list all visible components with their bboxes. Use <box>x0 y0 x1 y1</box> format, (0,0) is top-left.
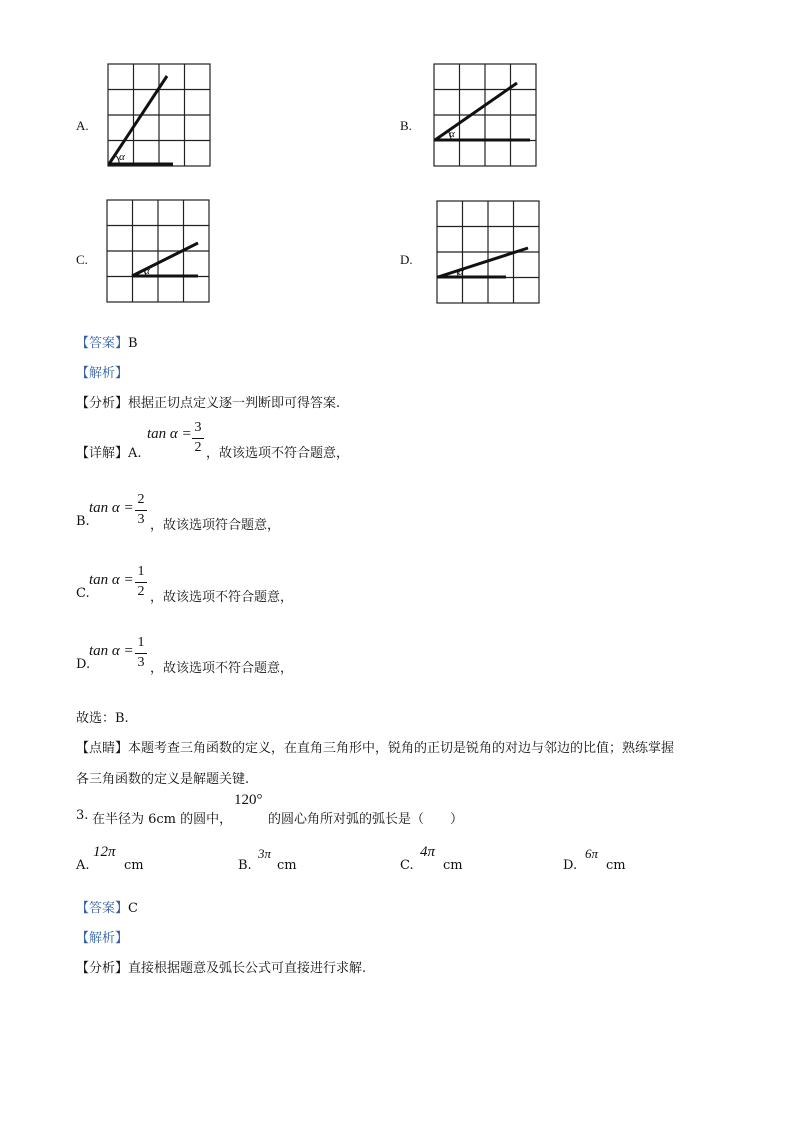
q3-choice-c-coef: 4π <box>420 844 436 860</box>
detail-c-denominator: 2 <box>137 584 145 599</box>
detail-d-label: D. <box>76 657 91 672</box>
fenxi3-line <box>76 957 366 976</box>
detail-c-label: C. <box>76 586 90 601</box>
option-c-grid-figure <box>106 199 210 303</box>
q3-text-after: 的圆心角所对弧的弧长是（ ） <box>268 812 464 827</box>
q3-choice-a-unit: cm <box>124 858 144 873</box>
option-a-label: A. <box>76 118 89 133</box>
q3-choice-c-unit: cm <box>443 858 463 873</box>
dianjing-tag: 【点睛】 <box>76 741 129 756</box>
detail-a-denominator: 2 <box>194 440 202 455</box>
detail-b-fraction-bar <box>135 510 147 511</box>
detail-d-lhs: tan α = <box>89 643 134 659</box>
q3-choice-d-unit: cm <box>606 858 626 873</box>
detail-c-fraction-bar <box>135 582 147 583</box>
q3-choice-c-label: C. <box>400 858 414 873</box>
detail-d-text: ，故该选项不符合题意， <box>150 661 294 676</box>
conclusion: 故选：B. <box>76 711 129 726</box>
detail-a-text: ，故该选项不符合题意， <box>206 446 350 461</box>
answer3-value: C <box>128 901 138 916</box>
analysis3-line <box>76 927 128 946</box>
detail-a-numerator: 3 <box>194 420 202 435</box>
detail-a-lhs: tan α = <box>147 426 192 442</box>
fenxi3-text: 直接根据题意及弧长公式可直接进行求解. <box>128 961 367 976</box>
detail-a-fraction-bar <box>192 438 204 439</box>
q3-choice-d-label: D. <box>563 858 578 873</box>
option-d-label: D. <box>400 252 413 267</box>
detail-c-numerator: 1 <box>137 564 145 579</box>
detail-c-lhs: tan α = <box>89 572 134 588</box>
detail-b-lhs: tan α = <box>89 500 134 516</box>
detail-d-denominator: 3 <box>137 655 145 670</box>
fenxi-text: 根据正切点定义逐一判断即可得答案. <box>128 396 341 411</box>
option-b-grid-figure <box>433 63 537 167</box>
q3-choice-a-label: A. <box>76 858 90 873</box>
option-c-label: C. <box>76 252 88 267</box>
detail-d-numerator: 1 <box>137 635 145 650</box>
option-a-alpha: α <box>119 151 125 163</box>
option-a-grid-figure <box>107 63 211 167</box>
answer-value: B <box>128 336 138 351</box>
detail-a-label: A. <box>128 446 142 461</box>
option-b-alpha: α <box>449 128 455 140</box>
q3-angle: 120° <box>234 792 263 808</box>
q3-number: 3. <box>76 808 89 823</box>
option-c-alpha: α <box>144 265 150 277</box>
analysis3-tag: 【解析】 <box>76 931 129 946</box>
fenxi-line <box>76 392 340 411</box>
detail-d-fraction-bar <box>135 653 147 654</box>
q3-text-before: 在半径为 6cm 的圆中， <box>92 812 233 827</box>
answer3-line <box>76 897 138 916</box>
q3-choice-b-label: B. <box>238 858 252 873</box>
option-d-grid-figure <box>436 200 540 304</box>
q3-choice-b-unit: cm <box>277 858 297 873</box>
detail-b-numerator: 2 <box>137 492 145 507</box>
detail-tag: 【详解】 <box>76 446 129 461</box>
q3-choice-b-coef: 3π <box>258 846 272 861</box>
answer-tag: 【答案】 <box>76 336 129 351</box>
answer3-tag: 【答案】 <box>76 901 129 916</box>
dianjing-line-1 <box>76 737 674 756</box>
detail-line-a <box>76 442 142 461</box>
fenxi3-tag: 【分析】 <box>76 961 129 976</box>
analysis-line <box>76 362 128 381</box>
q3-choice-d-coef: 6π <box>585 846 599 861</box>
fenxi-tag: 【分析】 <box>76 396 129 411</box>
detail-c-text: ，故该选项不符合题意， <box>150 590 294 605</box>
detail-b-label: B. <box>76 514 90 529</box>
option-b-label: B. <box>400 118 412 133</box>
answer-line <box>76 332 138 351</box>
analysis-tag: 【解析】 <box>76 366 129 381</box>
dianjing-line-2: 各三角函数的定义是解题关键. <box>76 772 250 787</box>
detail-b-denominator: 3 <box>137 512 145 527</box>
dianjing-text-1: 本题考查三角函数的定义，在直角三角形中，锐角的正切是锐角的对边与邻边的比值；熟练掌握 <box>128 741 675 756</box>
detail-b-text: ，故该选项符合题意， <box>150 518 281 533</box>
option-d-alpha: α <box>458 266 464 278</box>
q3-choice-a-coef: 12π <box>93 844 116 860</box>
